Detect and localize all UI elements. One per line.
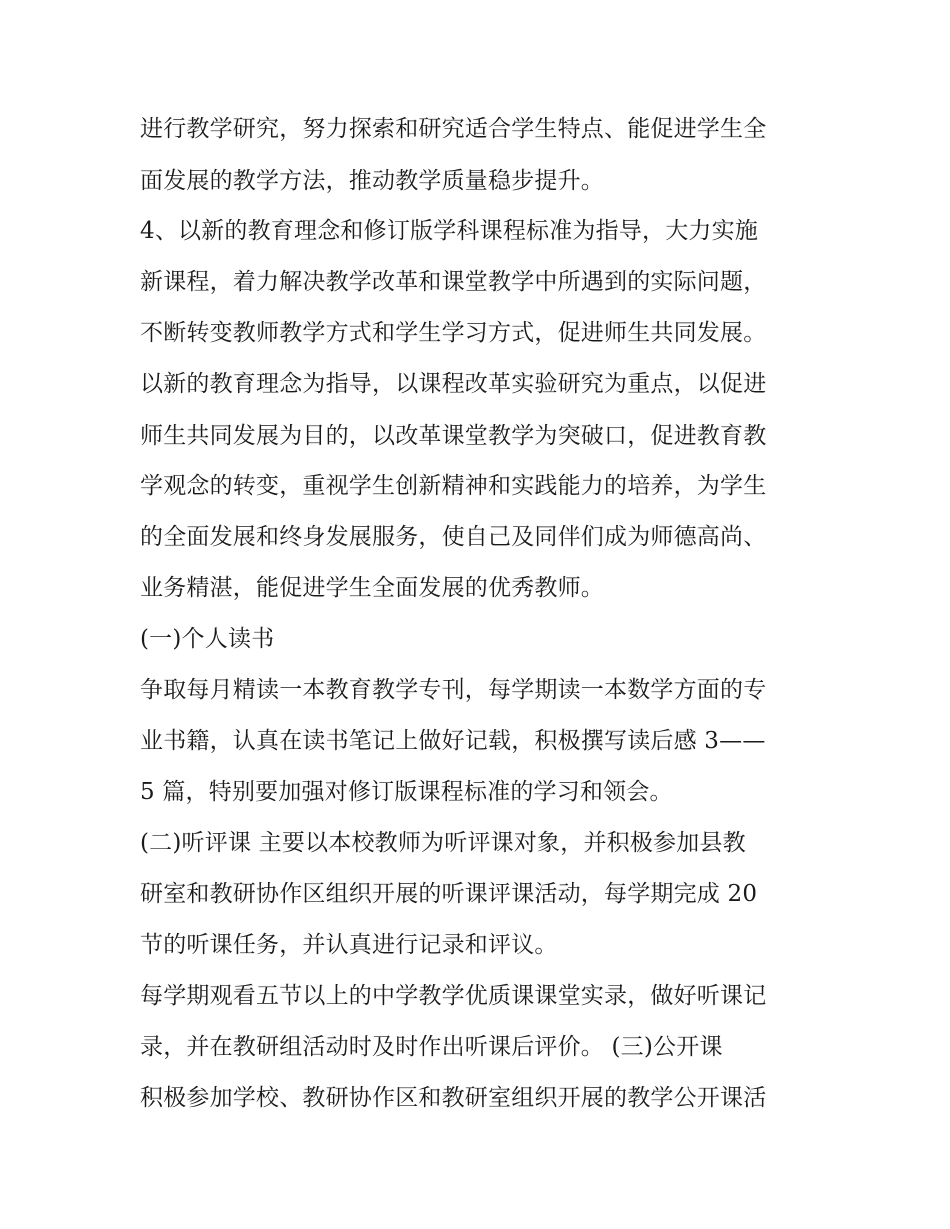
text-line: 录，并在教研组活动时及时作出听课后评价。 (三)公开课 [140,1034,723,1060]
section-heading: (一)个人读书 [140,626,275,652]
text-line: 面发展的教学方法，推动教学质量稳步提升。 [140,168,604,194]
text-line: 4、以新的教育理念和修订版学科课程标准为指导，大力实施 [140,218,759,244]
text-line: 争取每月精读一本教育教学专刊，每学期读一本数学方面的专 [140,677,767,703]
text-line: 不断转变教师教学方式和学生学习方式，促进师生共同发展。 [140,320,767,346]
text-line: 的全面发展和终身发展服务，使自己及同伴们成为师德高尚、 [140,524,767,550]
text-line: 业务精湛，能促进学生全面发展的优秀教师。 [140,575,604,601]
text-line: 进行教学研究，努力探索和研究适合学生特点、能促进学生全 [140,116,767,142]
text-line: 师生共同发展为目的，以改革课堂教学为突破口，促进教育教 [140,423,767,449]
text-line: 每学期观看五节以上的中学教学优质课课堂实录，做好听课记 [140,983,767,1009]
text-line: 节的听课任务，并认真进行记录和评议。 [140,932,558,958]
text-line: 研室和教研协作区组织开展的听课评课活动，每学期完成 20 [140,881,758,907]
text-line: 新课程，着力解决教学改革和课堂教学中所遇到的实际问题， [140,269,767,295]
text-line: 业书籍，认真在读书笔记上做好记载，积极撰写读后感 3—— [140,728,766,754]
text-line: 积极参加学校、教研协作区和教研室组织开展的教学公开课活 [140,1085,767,1111]
text-line: 学观念的转变，重视学生创新精神和实践能力的培养，为学生 [140,473,767,499]
text-line: 以新的教育理念为指导，以课程改革实验研究为重点，以促进 [140,371,767,397]
text-line: (二)听评课 主要以本校教师为听评课对象，并积极参加县教 [140,830,746,856]
text-line: 5 篇，特别要加强对修订版课程标准的学习和领会。 [140,779,673,805]
